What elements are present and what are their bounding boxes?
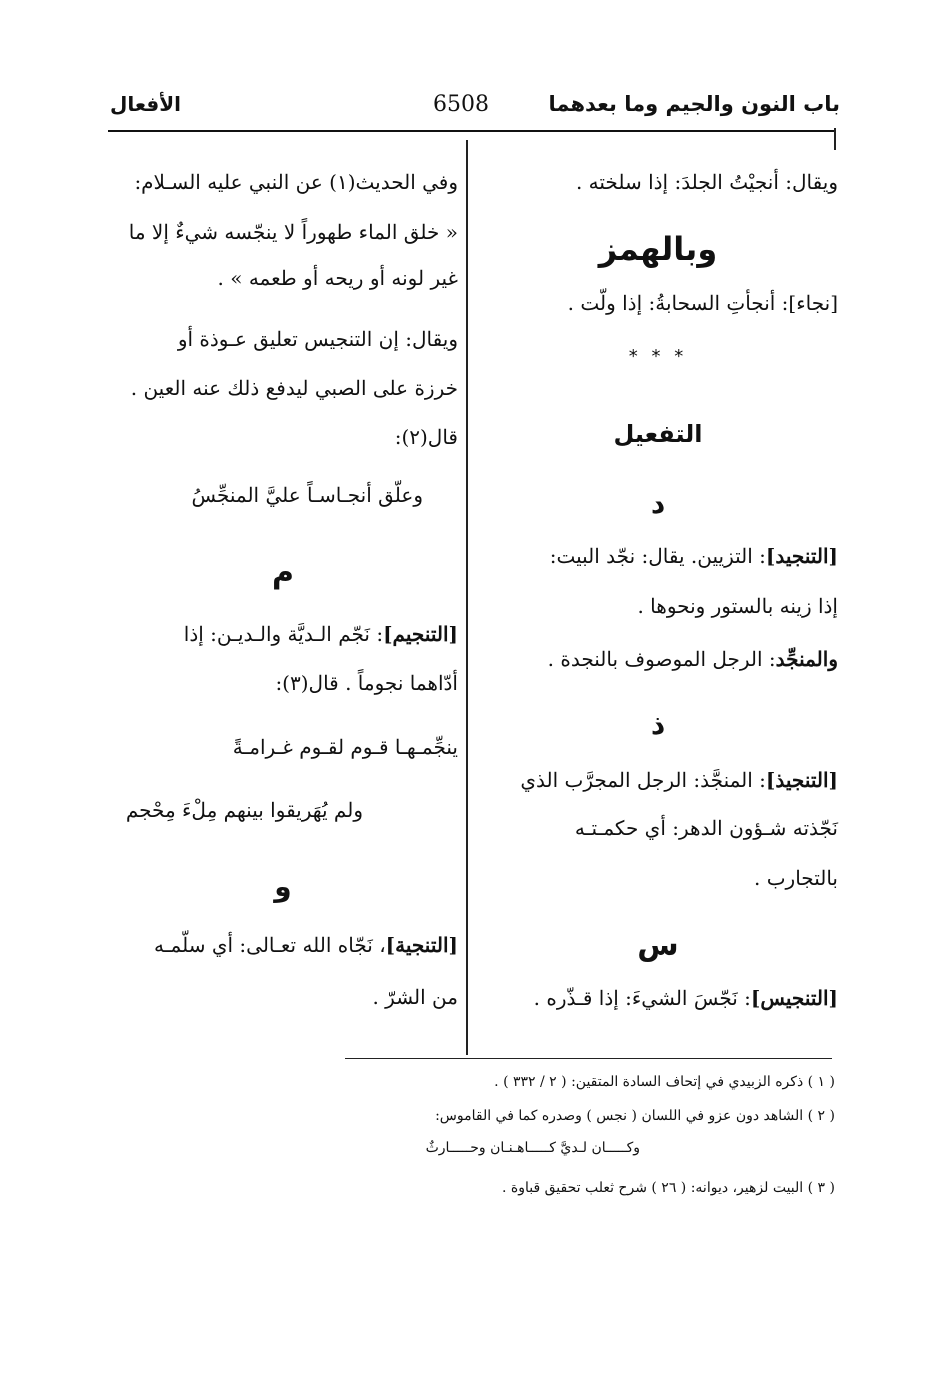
heading-hamz: وبالهمز <box>598 230 718 268</box>
footnote-2: ( ٢ ) الشاهد دون عزو في اللسان ( نجس ) وصدره كما في القاموس: <box>435 1108 835 1124</box>
text-line: نَجّذته شـؤون الدهر: أي حكمـتـه <box>574 816 838 840</box>
section-title: الأفعال <box>110 92 181 116</box>
entry-tanjid: [التنجيد]: التزيين. يقال: نجّد البيت: <box>549 544 838 568</box>
entry-tanjidh: [التنجيذ]: المنجَّذ: الرجل المجرَّب الذي <box>520 768 838 792</box>
entry-term: [التنجيد] <box>765 544 838 568</box>
header-rule <box>108 130 835 132</box>
header-tick <box>834 128 836 150</box>
entry-term: [التنجيذ] <box>765 768 838 792</box>
heading-letter-waw: و <box>274 870 292 903</box>
heading-letter-dal: د <box>650 487 666 520</box>
text-line: ويقال: أنجيْتُ الجلدَ: إذا سلخته . <box>575 170 838 194</box>
entry-term: [التنجيس] <box>750 986 838 1010</box>
text-line: [نجاء]: أنجأتِ السحابةُ: إذا ولّت . <box>567 291 838 315</box>
entry-tanjim: [التنجيم]: نَجّم الـديَّة والـديـن: إذا <box>183 622 458 646</box>
text-line: قال(٢): <box>394 425 458 449</box>
entry-munajjid: والمنجِّد: الرجل الموصوف بالنجدة . <box>547 647 838 671</box>
footnote-rule <box>345 1058 832 1059</box>
entry-term: [التنجيم] <box>383 622 458 646</box>
entry-term: والمنجِّد <box>775 647 838 671</box>
section-separator: * * * <box>628 346 688 367</box>
heading-tafil: التفعيل <box>613 420 703 448</box>
text-line: إذا زينه بالستور ونحوها . <box>637 594 838 618</box>
heading-letter-mim: م <box>272 555 294 590</box>
heading-letter-dhal: ذ <box>650 708 666 741</box>
hadith-quote: « خلق الماء طهوراً لا ينجّسه شيءٌ إلا ما <box>128 220 458 244</box>
footnote-1: ( ١ ) ذكره الزبيدي في إتحاف السادة المتقين: ( ٢ / ٣٣٢ ) . <box>494 1074 835 1090</box>
footnote-3: ( ٣ ) البيت لزهير، ديوانه: ( ٢٦ ) شرح ثعلب تحقيق قباوة . <box>501 1180 835 1196</box>
entry-tanjiya: [التنجية]، نَجّاه الله تعـالى: أي سلّمـه <box>153 933 458 957</box>
footnote-2-verse: وكـــــان لـديَّ كـــــاهـنـان وحـــــارثٌ <box>425 1140 640 1156</box>
text-line: بالتجارب . <box>754 866 838 890</box>
text-line: وفي الحديث(١) عن النبي عليه السـلام: <box>134 170 458 194</box>
column-divider <box>466 140 468 1055</box>
text-line: أدّاهما نجوماً . قال(٣): <box>275 671 458 695</box>
verse-line: ولم يُهَريقوا بينهم مِلْءَ مِحْجم <box>125 798 363 822</box>
entry-tanjis: [التنجيس]: نَجّسَ الشيءَ: إذا قـذّره . <box>533 986 838 1010</box>
verse-line: ينجِّمـهـا قـوم لقـوم غـرامـةً <box>232 735 458 759</box>
text-line: خرزة على الصبي ليدفع ذلك عنه العين . <box>130 376 458 400</box>
text-line: ويقال: إن التنجيس تعليق عـوذة أو <box>177 327 458 351</box>
text-line: غير لونه أو ريحه أو طعمه » . <box>217 266 458 290</box>
heading-letter-sin: س <box>637 928 679 963</box>
verse-line: وعلّق أنجـاسـاً عليَّ المنجِّسُ <box>191 483 423 507</box>
text-line: من الشرّ . <box>372 985 458 1009</box>
entry-term: [التنجية] <box>385 933 458 957</box>
chapter-title: باب النون والجيم وما بعدهما <box>548 92 840 116</box>
page-number: 6508 <box>433 92 489 117</box>
